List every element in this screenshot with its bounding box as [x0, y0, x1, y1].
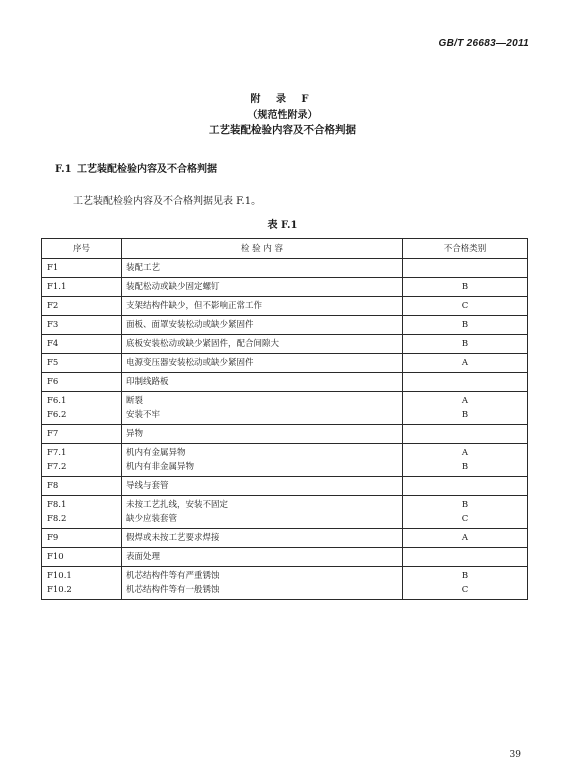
table-row — [42, 278, 528, 297]
column-header-category: 不合格类别 — [403, 239, 528, 259]
item-content: 印制线路板 — [126, 377, 169, 387]
column-header-number: 序号 — [42, 239, 122, 259]
cell-item-category — [403, 278, 528, 297]
item-number: F1 — [47, 263, 59, 273]
item-content: 机内有非金属异物 — [126, 462, 195, 472]
item-content: 机内有金属异物 — [126, 448, 186, 458]
cell-item-number — [42, 425, 122, 444]
cell-item-number — [42, 392, 122, 425]
item-content: 底板安装松动或缺少紧固件，配合间隙大 — [126, 339, 280, 349]
table-header-row — [42, 239, 528, 259]
item-category: B — [461, 282, 469, 292]
section-heading — [55, 160, 217, 175]
cell-item-number — [42, 444, 122, 477]
item-content: 未按工艺扎线，安装不固定 — [126, 500, 229, 510]
table-body — [42, 259, 528, 600]
item-number: F1.1 — [47, 282, 67, 292]
cell-item-number — [42, 496, 122, 529]
item-content: 机芯结构件等有严重锈蚀 — [126, 571, 220, 581]
item-category: C — [461, 585, 469, 595]
table-row — [42, 425, 528, 444]
item-number: F8 — [47, 481, 59, 491]
cell-item-content — [122, 335, 403, 354]
item-number: F6.2 — [47, 410, 67, 420]
item-number: F6 — [47, 377, 59, 387]
cell-item-category — [403, 297, 528, 316]
item-category: B — [461, 500, 469, 510]
cell-item-category — [403, 354, 528, 373]
item-content: 电源变压器安装松动或缺少紧固件 — [126, 358, 254, 368]
item-category: C — [461, 301, 469, 311]
item-content: 装配松动或缺少固定螺钉 — [126, 282, 220, 292]
item-number: F8.2 — [47, 514, 67, 524]
item-content: 假焊或未按工艺要求焊接 — [126, 533, 220, 543]
table-row — [42, 529, 528, 548]
table-row — [42, 373, 528, 392]
item-number: F3 — [47, 320, 59, 330]
item-number: F7.1 — [47, 448, 67, 458]
cell-item-category — [403, 496, 528, 529]
cell-item-content — [122, 529, 403, 548]
item-category — [403, 261, 527, 275]
cell-item-category — [403, 425, 528, 444]
cell-item-content — [122, 373, 403, 392]
item-content: 面板、面罩安装松动或缺少紧固件 — [126, 320, 254, 330]
appendix-subject: 工艺装配检验内容及不合格判据 — [209, 124, 356, 136]
item-number: F10 — [47, 552, 64, 562]
item-number: F7 — [47, 429, 59, 439]
table-row — [42, 496, 528, 529]
item-category: A — [461, 358, 469, 368]
item-number: F9 — [47, 533, 59, 543]
item-category: A — [461, 396, 469, 406]
cell-item-category — [403, 373, 528, 392]
cell-item-category — [403, 444, 528, 477]
item-content: 机芯结构件等有一般锈蚀 — [126, 585, 220, 595]
inspection-table — [41, 238, 528, 600]
cell-item-number — [42, 335, 122, 354]
table-row — [42, 316, 528, 335]
cell-item-content — [122, 425, 403, 444]
cell-item-number — [42, 548, 122, 567]
item-content: 异物 — [126, 429, 144, 439]
item-number: F6.1 — [47, 396, 67, 406]
cell-item-category — [403, 477, 528, 496]
cell-item-number — [42, 259, 122, 278]
cell-item-number — [42, 373, 122, 392]
item-category — [403, 375, 527, 389]
table-row — [42, 392, 528, 425]
cell-item-content — [122, 496, 403, 529]
item-content: 装配工艺 — [126, 263, 161, 273]
cell-item-number — [42, 529, 122, 548]
appendix-kind: （规范性附录） — [247, 110, 318, 121]
item-category — [403, 427, 527, 441]
cell-item-content — [122, 548, 403, 567]
table-row — [42, 354, 528, 373]
item-category: B — [461, 571, 469, 581]
cell-item-content — [122, 316, 403, 335]
item-category: A — [461, 448, 469, 458]
cell-item-category — [403, 392, 528, 425]
item-content: 缺少应装套管 — [126, 514, 178, 524]
item-content: 表面处理 — [126, 552, 161, 562]
item-category: B — [461, 320, 469, 330]
item-number: F8.1 — [47, 500, 67, 510]
cell-item-content — [122, 444, 403, 477]
cell-item-content — [122, 259, 403, 278]
item-category: B — [461, 410, 469, 420]
item-category — [403, 550, 527, 564]
item-number: F4 — [47, 339, 59, 349]
cell-item-category — [403, 548, 528, 567]
cell-item-number — [42, 567, 122, 600]
cell-item-category — [403, 259, 528, 278]
cell-item-category — [403, 335, 528, 354]
item-category: A — [461, 533, 469, 543]
table-row — [42, 548, 528, 567]
column-header-content: 检 验 内 容 — [122, 239, 403, 259]
cell-item-content — [122, 567, 403, 600]
item-number: F10.2 — [47, 585, 72, 595]
item-content: 断裂 — [126, 396, 144, 406]
section-number: F.1 — [55, 164, 72, 175]
cell-item-content — [122, 297, 403, 316]
item-content: 支架结构件缺少，但不影响正常工作 — [126, 301, 263, 311]
table-row — [42, 444, 528, 477]
cell-item-category — [403, 567, 528, 600]
cell-item-content — [122, 278, 403, 297]
cell-item-number — [42, 278, 122, 297]
table-row — [42, 567, 528, 600]
item-category: B — [461, 339, 469, 349]
table-row — [42, 297, 528, 316]
section-paragraph: 工艺装配检验内容及不合格判据见表 F.1。 — [73, 196, 262, 207]
cell-item-number — [42, 354, 122, 373]
section-title: 工艺装配检验内容及不合格判据 — [77, 164, 217, 175]
cell-item-content — [122, 477, 403, 496]
cell-item-category — [403, 316, 528, 335]
table-row — [42, 259, 528, 278]
cell-item-number — [42, 297, 122, 316]
item-number: F7.2 — [47, 462, 67, 472]
appendix-title: 附 录 F — [250, 94, 315, 105]
cell-item-category — [403, 529, 528, 548]
page-number: 39 — [509, 750, 521, 760]
table-row — [42, 477, 528, 496]
item-category: B — [461, 462, 469, 472]
cell-item-content — [122, 392, 403, 425]
cell-item-content — [122, 354, 403, 373]
item-number: F10.1 — [47, 571, 72, 581]
item-category: C — [461, 514, 469, 524]
table-caption: 表 F.1 — [267, 220, 298, 231]
item-category — [403, 479, 527, 493]
item-content: 导线与套管 — [126, 481, 169, 491]
table-row — [42, 335, 528, 354]
standard-code: GB/T 26683—2011 — [438, 38, 529, 49]
cell-item-number — [42, 477, 122, 496]
item-number: F5 — [47, 358, 59, 368]
item-number: F2 — [47, 301, 59, 311]
cell-item-number — [42, 316, 122, 335]
item-content: 安装不牢 — [126, 410, 161, 420]
